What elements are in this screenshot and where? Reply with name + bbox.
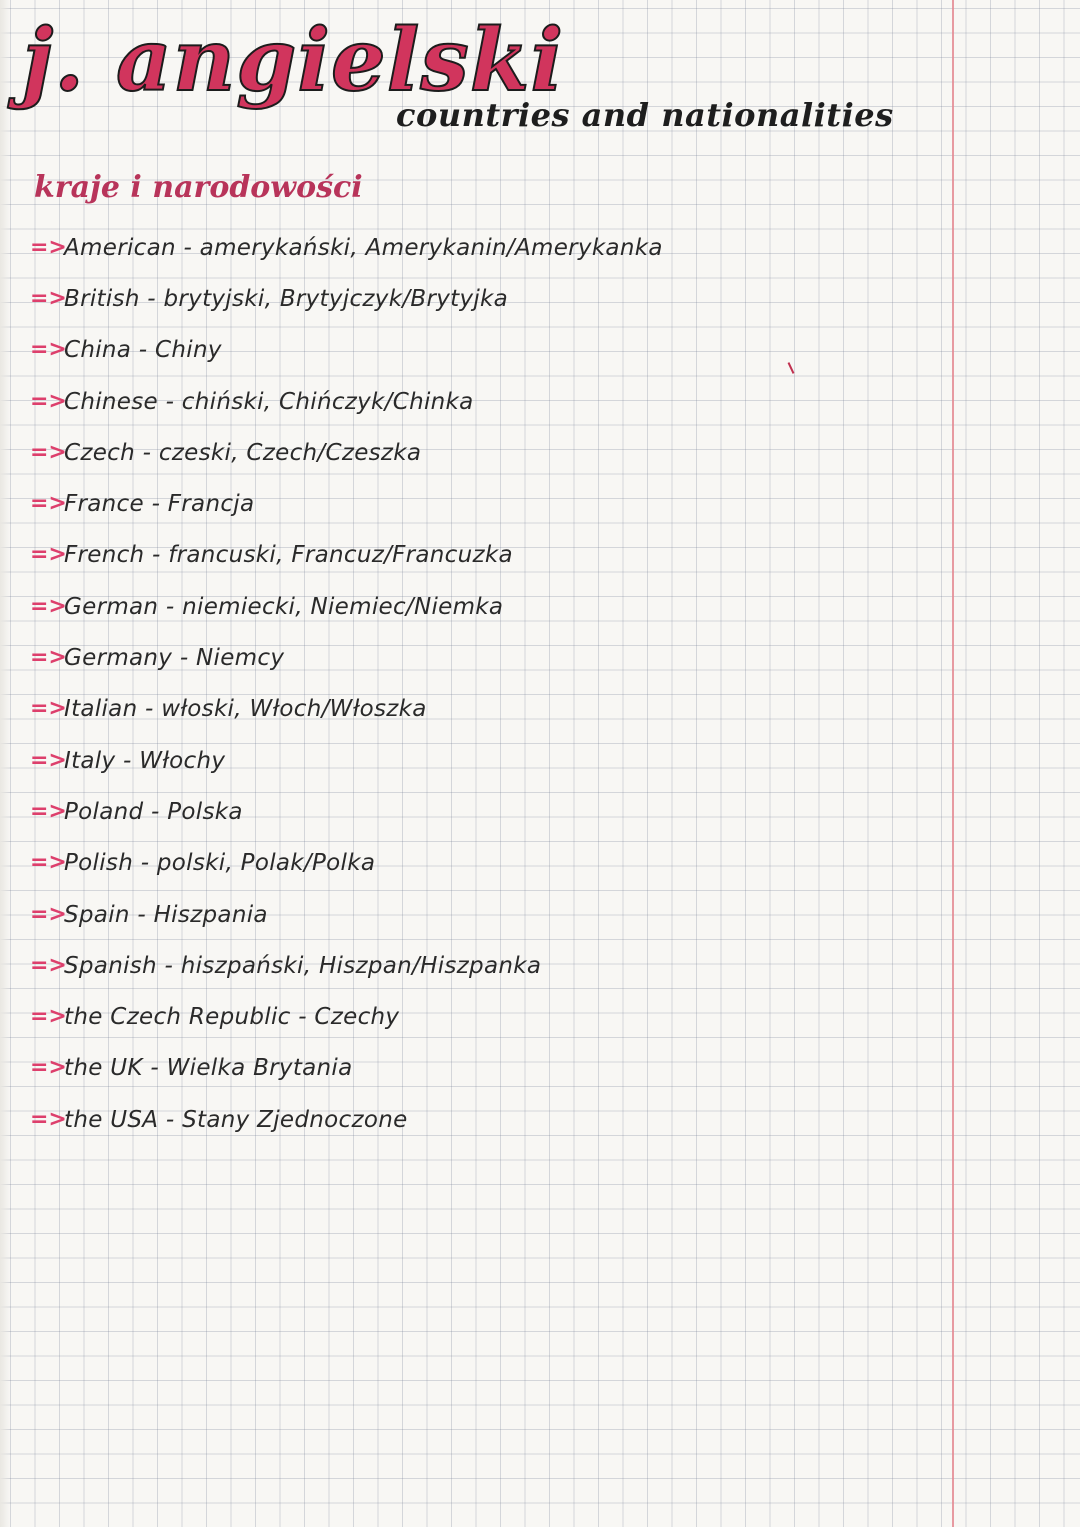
arrow-icon: => [30, 1055, 67, 1081]
entry-text: American - amerykański, Amerykanin/Amerykanka [64, 234, 663, 261]
arrow-icon: => [30, 337, 67, 363]
entry-text: German - niemiecki, Niemiec/Niemka [64, 593, 504, 620]
arrow-icon: => [30, 1106, 67, 1132]
list-item [30, 581, 910, 632]
entry-text: Polish - polski, Polak/Polka [64, 850, 376, 877]
list-item [30, 478, 910, 529]
list-item [30, 1094, 910, 1145]
entry-text: Italy - Włochy [64, 747, 226, 774]
entry-text: French - francuski, Francuz/Francuzka [64, 542, 513, 569]
entry-text: Italian - włoski, Włoch/Włoszka [64, 696, 427, 723]
list-item [30, 376, 910, 427]
list-item [30, 1043, 910, 1094]
arrow-icon: => [30, 439, 67, 465]
list-item [30, 325, 910, 376]
list-item [30, 530, 910, 581]
arrow-icon: => [30, 798, 67, 824]
arrow-icon: => [30, 696, 67, 722]
page-title: j. angielski [22, 10, 565, 111]
arrow-icon: => [30, 645, 67, 671]
list-item [30, 735, 910, 786]
list-item [30, 222, 910, 273]
arrow-icon: => [30, 747, 67, 773]
page-subtitle: countries and nationalities [396, 96, 894, 134]
arrow-icon: => [30, 901, 67, 927]
entry-text: Chinese - chiński, Chińczyk/Chinka [64, 388, 474, 415]
vocabulary-list [30, 222, 910, 1145]
list-item [30, 273, 910, 324]
list-item [30, 838, 910, 889]
entry-text: the USA - Stany Zjednoczone [64, 1106, 408, 1133]
entry-text: the Czech Republic - Czechy [64, 1004, 400, 1031]
entry-text: France - Francja [64, 491, 255, 518]
arrow-icon: => [30, 491, 67, 517]
list-item [30, 786, 910, 837]
list-item [30, 940, 910, 991]
list-item [30, 632, 910, 683]
margin-line [952, 0, 954, 1527]
arrow-icon: => [30, 1004, 67, 1030]
page-edge-shadow [0, 0, 10, 1527]
entry-text: the UK - Wielka Brytania [64, 1055, 353, 1082]
entry-text: Spain - Hiszpania [64, 901, 268, 928]
list-item [30, 991, 910, 1042]
arrow-icon: => [30, 593, 67, 619]
entry-text: China - Chiny [64, 337, 222, 364]
entry-text: Spanish - hiszpański, Hiszpan/Hiszpanka [64, 952, 542, 979]
list-item [30, 684, 910, 735]
arrow-icon: => [30, 388, 67, 414]
entry-text: Germany - Niemcy [64, 645, 285, 672]
list-item [30, 427, 910, 478]
entry-text: Poland - Polska [64, 798, 243, 825]
entry-text: British - brytyjski, Brytyjczyk/Brytyjka [64, 285, 509, 312]
arrow-icon: => [30, 285, 67, 311]
arrow-icon: => [30, 234, 67, 260]
section-heading: kraje i narodowości [34, 170, 363, 205]
entry-text: Czech - czeski, Czech/Czeszka [64, 439, 422, 466]
arrow-icon: => [30, 542, 67, 568]
arrow-icon: => [30, 952, 67, 978]
arrow-icon: => [30, 850, 67, 876]
list-item [30, 889, 910, 940]
